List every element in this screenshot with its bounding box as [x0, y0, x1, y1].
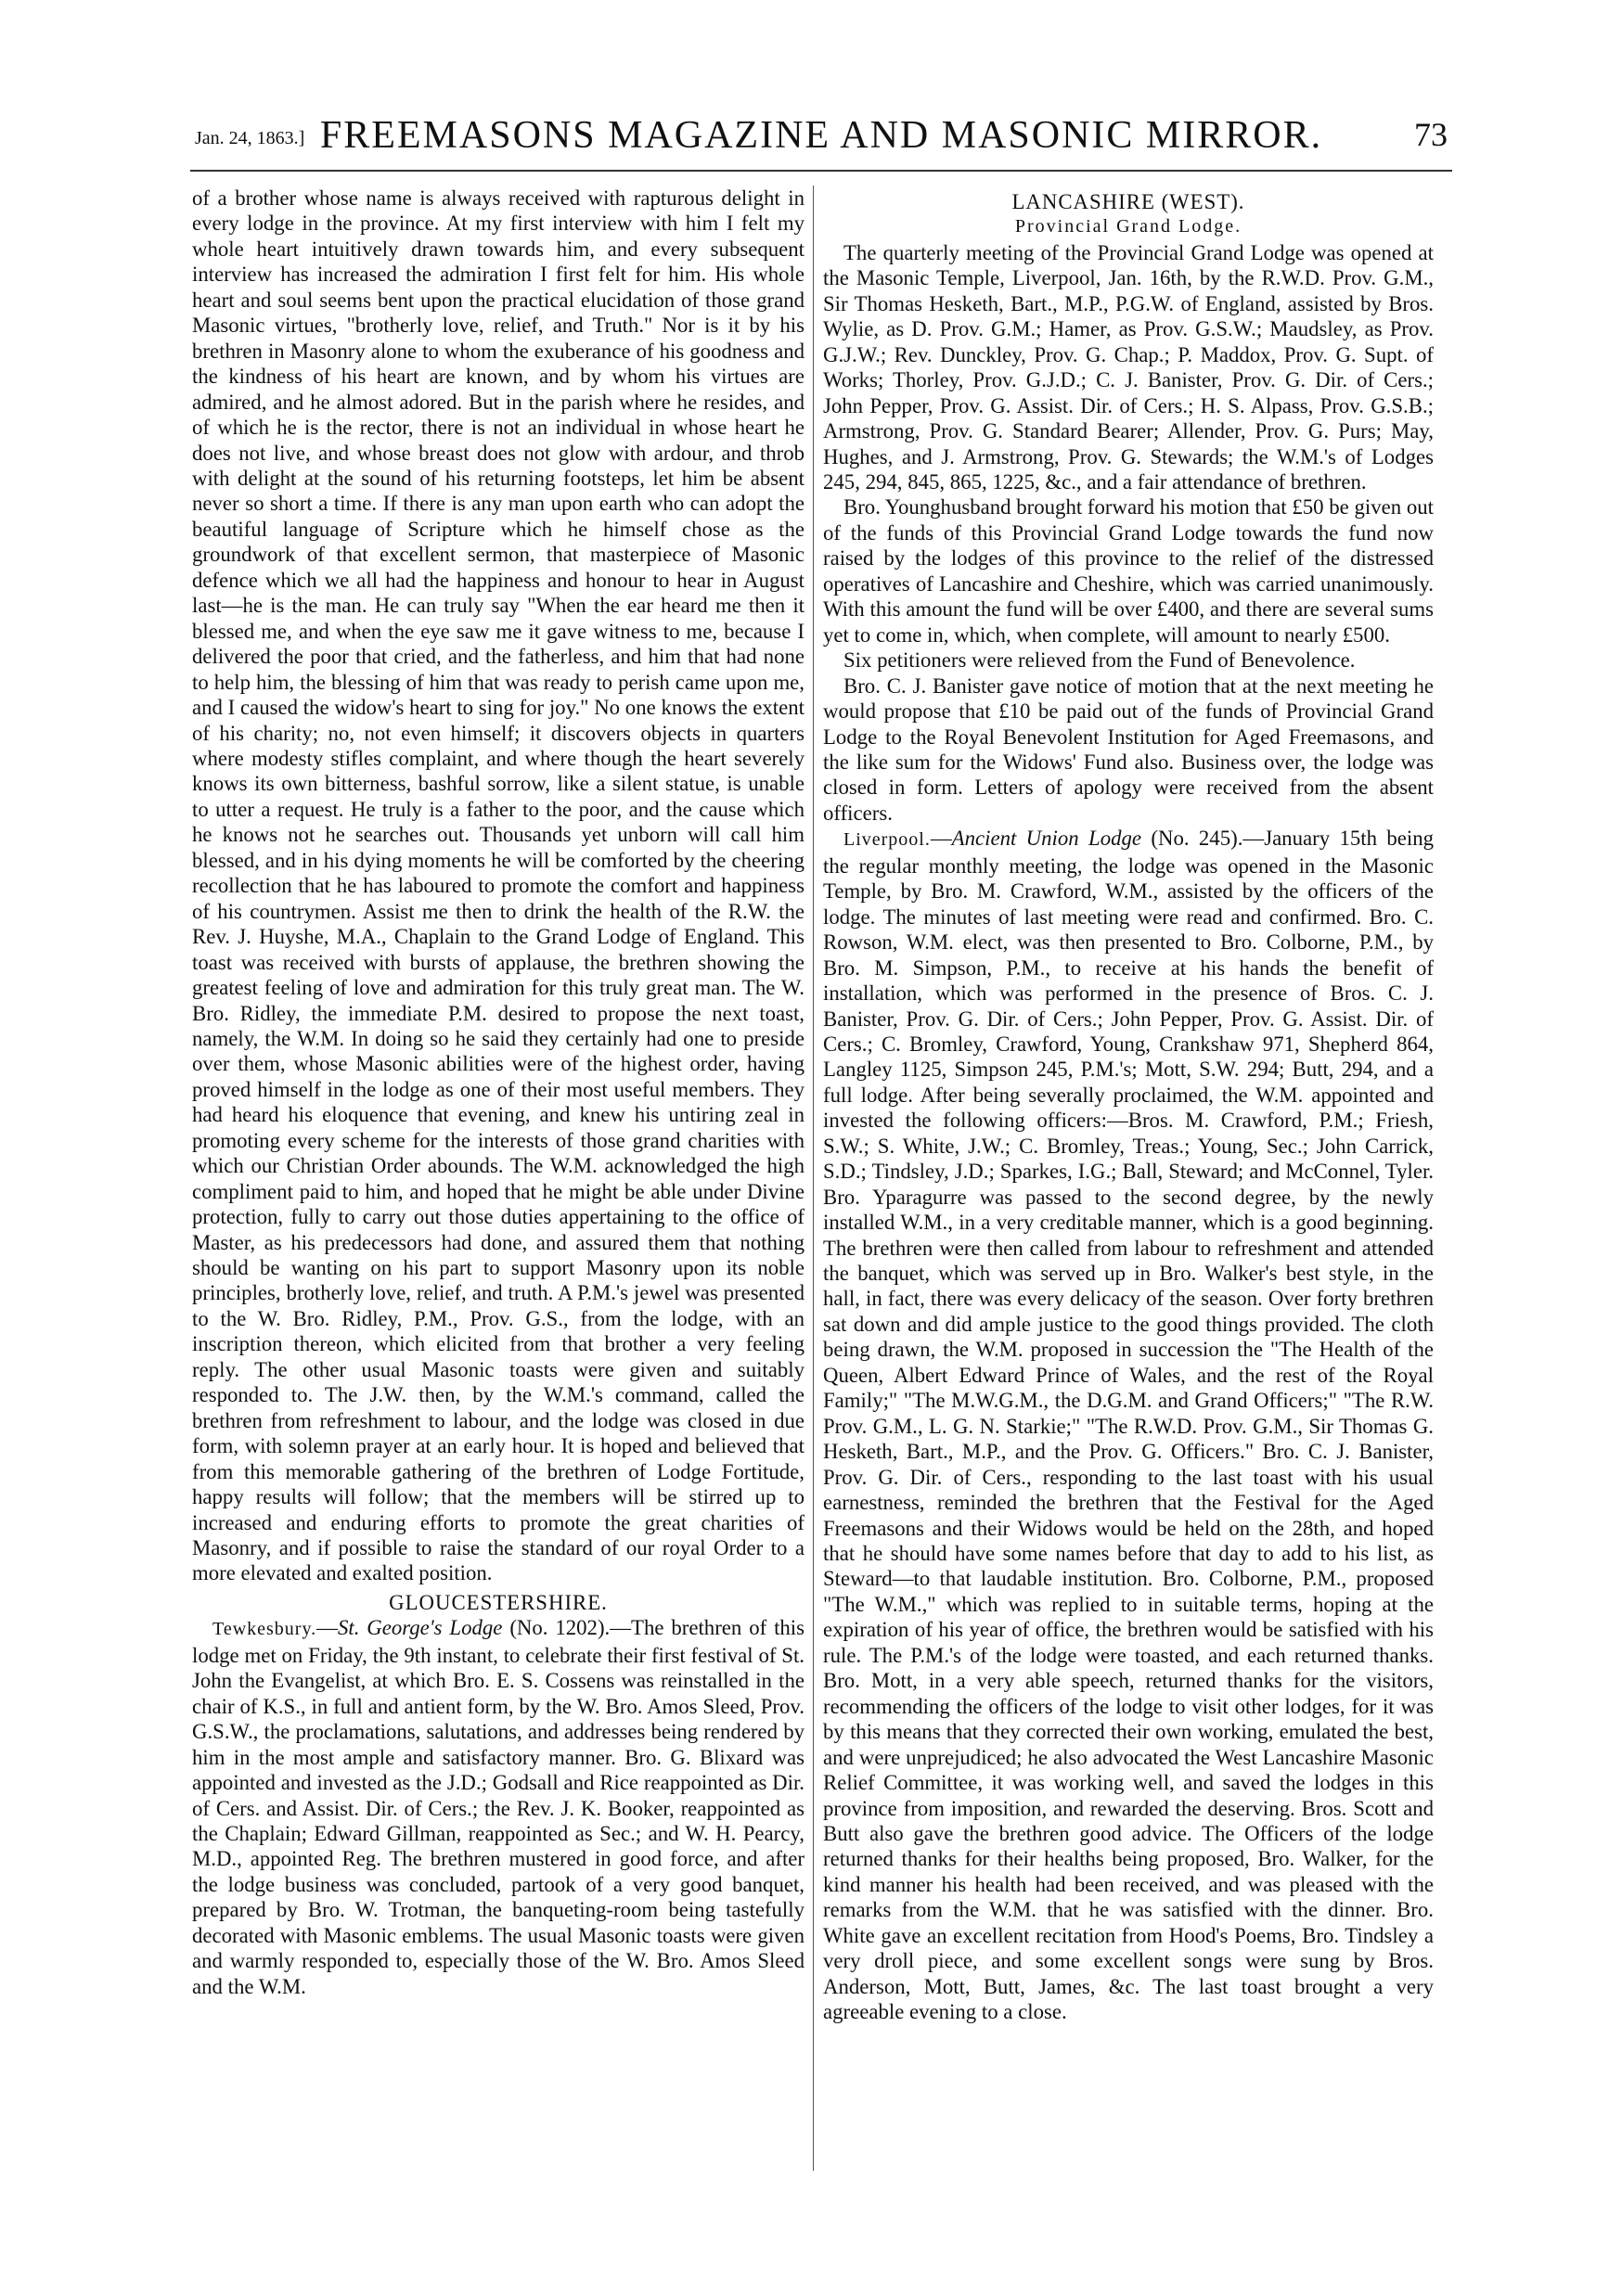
left-column — [192, 186, 805, 2250]
issue-date: Jan. 24, 1863.] — [195, 128, 305, 148]
report-body: (No. 245).—January 15th being the regular monthly meeting, the lodge was opened in the Masonic Temple, by Bro. M. Crawford, W.M., assisted by the officers of the lodge. The minutes of last meeting were read and confirmed. Bro. C. Rowson, W.M. elect, was then presented to Bro. Colborne, P.M., by Bro. M. Simpson, P.M., to receive at his hands the benefit of installation, which was performed in the presence of Bros. C. J. Banister, Prov. G. Dir. of Cers.; John Pepper, Prov. G. Assist. Dir. of Cers.; C. Bromley, Crawford, Young, Crankshaw 971, Shepherd 864, Langley 1125, Simpson 245, P.M.'s; Mott, S.W. 294; Butt, 294, and a full lodge. After being severally proclaimed, the W.M. appointed and invested the following officers:—Bros. M. Crawford, P.M.; Friesh, S.W.; S. White, J.W.; C. Bromley, Treas.; Young, Sec.; John Carrick, S.D.; Tindsley, J.D.; Sparkes, I.G.; Ball, Steward; and McConnel, Tyler. Bro. Yparagurre was passed to the second degree, by the newly installed W.M., in a very creditable manner, which is a good beginning. The brethren were then called from labour to refreshment and attended the banquet, which was served up in Bro. Walker's best style, in the hall, in fact, there was every delicacy of the season. Over forty brethren sat down and did ample justice to the good things provided. The cloth being drawn, the W.M. proposed in succession the "The Health of the Queen, Albert Edward Prince of Wales, and the rest of the Royal Family;" "The M.W.G.M., the D.G.M. and Grand Officers;" "The R.W. Prov. G.M., L. G. N. Starkie;" "The R.W.D. Prov. G.M., Sir Thomas G. Hesketh, Bart., M.P., and the Prov. G. Officers." Bro. C. J. Banister, Prov. G. Dir. of Cers., responding to the last toast with his usual earnestness, reminded the brethren that the Festival for the Aged Freemasons and their Widows would be held on the 28th, and hoped that he should have some names before that day to add to his list, as Steward—to that laudable institution. Bro. Colborne, P.M., proposed "The W.M.," which was replied to in suitable terms, hoping at the expiration of his year of office, the brethren would be satisfied with his rule. The P.M.'s of the lodge were toasted, and each returned thanks. Bro. Mott, in a very able speech, returned thanks for the visitors, recommending the officers of the lodge to visit other lodges, for it was by this means that they corrected their own working, emulated the best, and were unprejudiced; he also advocated the West Lancashire Masonic Relief Committee, it was working well, and saved the lodges in this province from imposition, and rewarded the deserving. Bros. Scott and Butt also gave the brethren good advice. The Officers of the lodge returned thanks for their healths being proposed, Bro. Walker, for the kind manner his health had been received, and was pleased with the remarks from the W.M. that he was satisfied with the dinner. Bro. White gave an excellent recitation from Hood's Poems, Bro. Tindsley a very droll piece, and some excellent songs were sung by Bros. Anderson, Mott, Butt, James, &c. The last toast brought a very agreeable evening to a close. — [823, 827, 1434, 2024]
section-heading-lancashire: LANCASHIRE (WEST). — [1011, 190, 1245, 213]
column-divider — [813, 186, 814, 2171]
page-number: 73 — [1414, 116, 1448, 153]
article-continuation: of a brother whose name is always received with rapturous delight in every lodge in the province. At my first interview with him I felt my whole heart intuitively drawn towards him, and every subsequent interview has increased the admiration I first felt for him. His whole heart and soul seems bent upon the practical elucidation of those grand Masonic virtues, "brotherly love, relief, and Truth." Nor is it by his brethren in Masonry alone to whom the exuberance of his goodness and the kindness of his heart are known, and by whom his virtues are admired, and he almost adored. But in the parish where he resides, and of which he is the rector, there is not an individual in whose heart he does not live, and whose breast does not glow with ardour, and throb with delight at the sound of his returning footsteps, let him be absent never so short a time. If there is any man upon earth who can adopt the beautiful language of Scripture which he himself chose as the groundwork of that excellent sermon, that masterpiece of Masonic defence which we all had the happiness and honour to hear in August last—he is the man. He can truly say "When the ear heard me then it blessed me, and when the eye saw me it gave witness to me, because I delivered the poor that cried, and the fatherless, and him that had none to help him, the blessing of him that was ready to perish came upon me, and I caused the widow's heart to sing for joy." No one knows the extent of his charity; no, not even himself; it discovers objects in quarters where modesty stifles complaint, and where though the heart severely knows its own bitterness, bashful sorrow, like a silent statue, is unable to utter a request. He truly is a father to the poor, and the cause which he knows not he searches out. Thousands yet unborn will call him blessed, and in his dying moments he will be comforted by the cheering recollection that he has laboured to promote the comfort and happiness of his countrymen. Assist me then to drink the health of the R.W. the Rev. J. Huyshe, M.A., Chaplain to the Grand Lodge of England. This toast was received with bursts of applause, the brethren showing the greatest feeling of love and admiration for this truly great man. The W. Bro. Ridley, the immediate P.M. desired to propose the next toast, namely, the W.M. In doing so he said they certainly had one to preside over them, whose Masonic abilities were of the highest order, having proved himself in the lodge as one of their most useful members. They had heard his eloquence that evening, and knew his untiring zeal in promoting every scheme for the interests of those grand charities with which our Christian Order abounds. The W.M. acknowledged the high compliment paid to him, and hoped that he might be able under Divine protection, fully to carry out those duties appertaining to the office of Master, as his predecessors had done, and assured them that nothing should be wanting on his part to support Masonry upon its noble principles, brotherly love, relief, and truth. A P.M.'s jewel was presented to the W. Bro. Ridley, P.M., Prov. G.S., from the lodge, with an inscription thereon, which elicited from that brother a very feeling reply. The other usual Masonic toasts were given and suitably responded to. The J.W. then, by the W.M.'s command, called the brethren from refreshment to labour, and the lodge was closed in due form, with solemn prayer at an early hour. It is hoped and believed that from this memorable gathering of the brethren of Lodge Fortitude, happy results will follow; that the members will be stirred up to increased and enduring efforts to promote the great charities of Masonry, and if possible to raise the standard of our royal Order to a more elevated and exalted position. — [192, 186, 805, 1585]
section-heading-gloucestershire: GLOUCESTERSHIRE. — [389, 1590, 608, 1614]
paragraph: Bro. C. J. Banister gave notice of motion that at the next meeting he would propose that £10 be paid out of the funds of Provincial Grand Lodge to the Royal Benevolent Institution for Aged Freemasons, and the like sum for the Widows' Fund also. Business over, the lodge was closed in form. Letters of apology were received from the absent officers. — [823, 673, 1434, 825]
lodge-name: Ancient Union Lodge — [951, 827, 1142, 851]
paragraph: Six petitioners were relieved from the Fund of Benevolence. — [843, 648, 1356, 673]
right-column — [823, 186, 1434, 2250]
lodge-name: St. George's Lodge — [337, 1616, 503, 1640]
paragraph: The quarterly meeting of the Provincial Grand Lodge was opened at the Masonic Temple, Liverpool, Jan. 16th, by the R.W.D. Prov. G.M., Sir Thomas Hesketh, Bart., M.P., P.G.W. of England, assisted by Bros. Wylie, as D. Prov. G.M.; Hamer, as Prov. G.S.W.; Maudsley, as Prov. G.J.W.; Rev. Dunckley, Prov. G. Chap.; P. Maddox, Prov. G. Supt. of Works; Thorley, Prov. G.J.D.; C. J. Banister, Prov. G. Dir. of Cers.; John Pepper, Prov. G. Assist. Dir. of Cers.; H. S. Alpass, Prov. G.S.B.; Armstrong, Prov. G. Standard Bearer; Allender, Prov. G. Purs; May, Hughes, and J. Armstrong, Prov. G. Stewards; the W.M.'s of Lodges 245, 294, 845, 865, 1225, &c., and a fair attendance of brethren. — [823, 240, 1434, 494]
em-dash: — — [316, 1616, 338, 1640]
em-dash: — — [930, 827, 952, 851]
report-body: (No. 1202).—The brethren of this lodge met on Friday, the 9th instant, to celebrate their first festival of St. John the Evangelist, at which Bro. E. S. Cossens was reinstalled in the chair of K.S., in full and antient form, by the W. Bro. Amos Sleed, Prov. G.S.W., the proclamations, salutations, and addresses being rendered by him in the most ample and satisfactory manner. Bro. G. Blixard was appointed and invested as the J.D.; Godsall and Rice reappointed as Dir. of Cers. and Assist. Dir. of Cers.; the Rev. J. K. Booker, reappointed as the Chaplain; Edward Gillman, reappointed as Sec.; and W. H. Pearcy, M.D., appointed Reg. The brethren mustered in good force, and after the lodge business was concluded, partook of a very good banquet, prepared by Bro. W. Trotman, the banqueting-room being tastefully decorated with Masonic emblems. The usual Masonic toasts were given and warmly responded to, especially those of the W. Bro. Amos Sleed and the W.M. — [192, 1616, 805, 1998]
liverpool-report — [823, 826, 1434, 2024]
publication-title: FREEMASONS MAGAZINE AND MASONIC MIRROR. — [319, 114, 1323, 157]
sub-heading-provincial-grand-lodge: Provincial Grand Lodge. — [1014, 216, 1242, 237]
masthead-rule — [190, 170, 1452, 172]
place-name: Liverpool. — [843, 829, 931, 851]
gloucestershire-report — [192, 1615, 805, 1999]
place-name: Tewkesbury. — [212, 1619, 317, 1640]
masthead — [190, 113, 1452, 169]
paragraph: Bro. Younghusband brought forward his motion that £50 be given out of the funds of this Provincial Grand Lodge towards the fund now raised by the lodges of this province to the relief of the distressed operatives of Lancashire and Cheshire, which was carried unanimously. With this amount the fund will be over £400, and there are several sums yet to come in, which, when complete, will amount to nearly £500. — [823, 495, 1434, 647]
